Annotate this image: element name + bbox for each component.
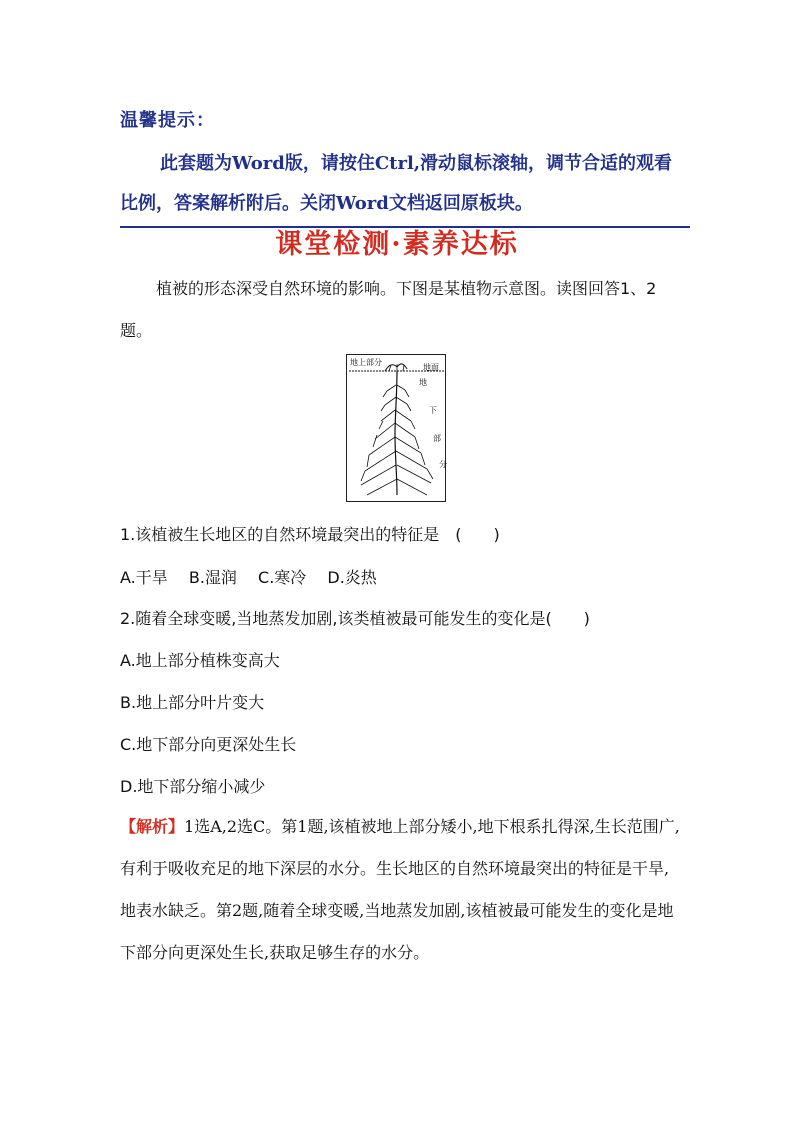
label-below-4: 分 <box>439 460 447 469</box>
analysis-text: 1选A,2选C。第1题,该植被地上部分矮小,地下根系扎得深,生长范围广,有利于吸收充足的地下深层的水分。生长地区的自然环境最突出的特征是干旱,地表水缺乏。第2题,随着全球变暖,当地蒸发加剧,该植被最可能发生的变化是地下部分向更深处生长,获取足够生存的水分。 <box>120 817 680 962</box>
label-below-2: 下 <box>429 406 437 415</box>
choice-1c: C.寒冷 <box>258 568 307 587</box>
analysis-paragraph <box>120 806 680 974</box>
choice-2b: B.地上部分叶片变大 <box>120 693 265 712</box>
label-below-3: 部 <box>433 434 441 443</box>
label-ground: 地面 <box>423 363 439 372</box>
analysis-tag: 【解析】 <box>120 817 185 836</box>
choice-1a: A.干旱 <box>120 568 168 587</box>
question-1-choices <box>120 565 377 588</box>
intro-text: 植被的形态深受自然环境的影响。下图是某植物示意图。读图回答1、2题。 <box>120 279 657 340</box>
tip-body: 此套题为Word版，请按住Ctrl,滑动鼠标滚轴，调节合适的观看比例，答案解析附后。关闭Word文档返回原板块。 <box>120 144 690 228</box>
plant-root-diagram <box>347 355 447 503</box>
tip-title: 温馨提示： <box>120 110 215 131</box>
label-below-1: 地 <box>419 378 427 387</box>
plant-figure <box>346 354 446 502</box>
choice-2a: A.地上部分植株变高大 <box>120 651 280 670</box>
choice-2d: D.地下部分缩小减少 <box>120 777 266 796</box>
question-1-stem: 1.该植被生长地区的自然环境最突出的特征是 ( ) <box>120 525 500 544</box>
label-above-ground: 地上部分 <box>350 358 382 367</box>
choice-1b: B.湿润 <box>188 568 237 587</box>
choice-2c: C.地下部分向更深处生长 <box>120 735 297 754</box>
question-2-stem: 2.随着全球变暖,当地蒸发加剧,该类植被最可能发生的变化是( ) <box>120 609 590 628</box>
section-title: 课堂检测·素养达标 <box>275 229 519 260</box>
choice-1d: D.炎热 <box>327 568 377 587</box>
